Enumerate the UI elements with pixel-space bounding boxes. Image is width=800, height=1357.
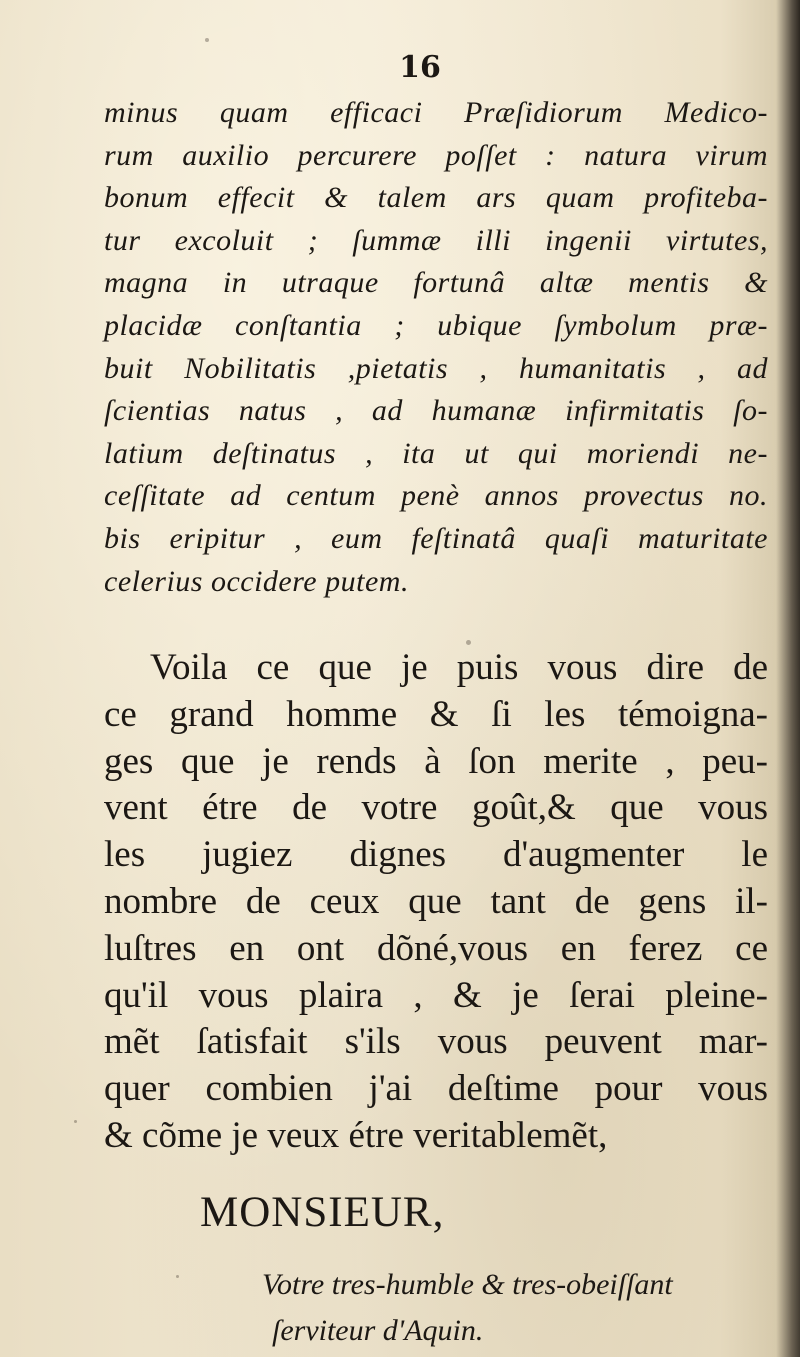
french-line: qu'il vous plaira , & je ſerai pleine-: [104, 974, 768, 1016]
paper-speck: [205, 38, 209, 42]
paper-speck: [466, 640, 471, 645]
french-line: ce grand homme & ſi les témoigna-: [104, 693, 768, 735]
french-line: quer combien j'ai deſtime pour vous: [104, 1068, 768, 1110]
latin-line: rum auxilio percurere poſſet : natura virum: [104, 138, 768, 172]
latin-paragraph: [104, 92, 768, 603]
latin-line: latium deſtinatus , ita ut qui moriendi ne-: [104, 436, 768, 470]
latin-line: ceſſitate ad centum penè annos provectus no.: [104, 479, 768, 513]
latin-line: magna in utraque fortunâ altæ mentis &: [104, 266, 768, 300]
latin-line: bonum effecit & talem ars quam profiteba-: [104, 181, 768, 215]
french-line: & cõme je veux étre veritablemẽt,: [104, 1114, 608, 1156]
closing-line: Votre tres-humble & tres-obeiſſant: [262, 1268, 673, 1301]
french-line: mẽt ſatisfait s'ils vous peuvent mar-: [104, 1021, 768, 1063]
french-line: ges que je rends à ſon merite , peu-: [104, 740, 768, 782]
paper-speck: [176, 1275, 179, 1278]
latin-line: buit Nobilitatis ,pietatis , humanitatis , ad: [104, 351, 768, 385]
page-number: 16: [399, 50, 441, 85]
latin-line: tur excoluit ; ſummæ illi ingenii virtutes,: [104, 223, 768, 257]
latin-line: ſcientias natus , ad humanæ infirmitatis ſo-: [104, 394, 768, 428]
latin-line: bis eripitur , eum feſtinatâ quaſi maturitate: [104, 521, 768, 555]
french-line: nombre de ceux que tant de gens il-: [104, 880, 768, 922]
latin-line: celerius occidere putem.: [104, 564, 409, 598]
paper-speck: [74, 1120, 77, 1123]
salutation: MONSIEUR,: [200, 1189, 445, 1236]
closing-line: ſerviteur d'Aquin.: [272, 1314, 484, 1347]
french-line: vent étre de votre goût,& que vous: [104, 787, 768, 829]
latin-line: minus quam efficaci Præſidiorum Medico-: [104, 96, 768, 129]
french-line: luſtres en ont dõné,vous en ferez ce: [104, 927, 768, 969]
french-line: Voila ce que je puis vous dire de: [150, 647, 768, 688]
french-line: les jugiez dignes d'augmenter le: [104, 834, 768, 876]
closing-signature: [262, 1262, 768, 1354]
latin-line: placidæ conſtantia ; ubique ſymbolum præ-: [104, 308, 768, 342]
french-paragraph: [104, 645, 768, 1160]
